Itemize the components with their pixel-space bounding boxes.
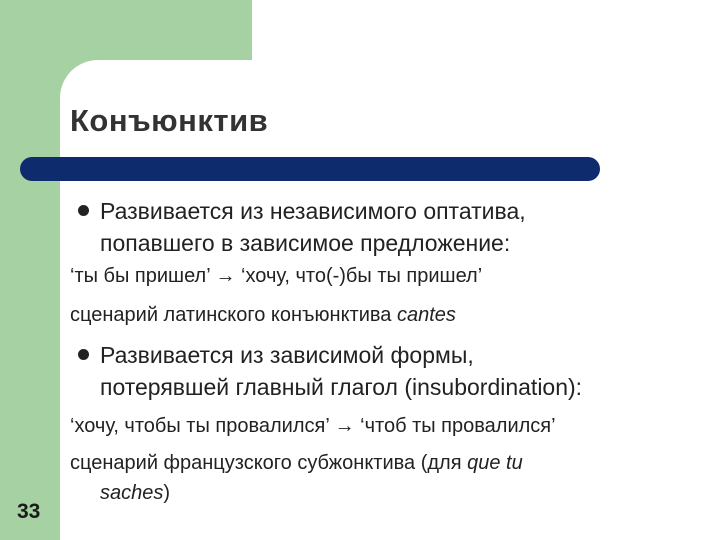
sub2-scenario-line2 [100, 478, 170, 508]
sub2-scenario-prefix: сценарий французского субжонктива (для [70, 452, 468, 474]
sub1-example: ‘ты бы пришел’ → ‘хочу, что(-)бы ты пришел’ [70, 265, 483, 287]
green-side-stripe [0, 0, 60, 540]
page-number: 33 [17, 500, 41, 523]
bullet-dot-1 [78, 205, 89, 216]
sub2-scenario-suffix: ) [163, 482, 171, 504]
bullet-dot-2 [78, 349, 89, 360]
sub1-scenario [70, 300, 456, 330]
slide-title: Конъюнктив [70, 103, 269, 138]
sub1-scenario-prefix: сценарий латинского конъюнктива [70, 304, 397, 326]
bullet2-line2: потерявшей главный глагол (insubordination): [100, 374, 583, 400]
bullet1-line2: попавшего в зависимое предложение: [100, 230, 511, 256]
sub2-scenario-term-1: que tu [467, 452, 523, 474]
bullet2-line1: Развивается из зависимой формы, [100, 342, 474, 368]
sub2-scenario-term-2: saches [100, 482, 164, 504]
title-underline-bar [20, 157, 600, 181]
sub2-example: ‘хочу, чтобы ты провалился’ → ‘чтоб ты провалился’ [70, 415, 556, 437]
bullet1-line1: Развивается из независимого оптатива, [100, 198, 526, 224]
sub2-scenario-line1 [70, 448, 523, 478]
sub1-scenario-term: cantes [396, 304, 456, 326]
